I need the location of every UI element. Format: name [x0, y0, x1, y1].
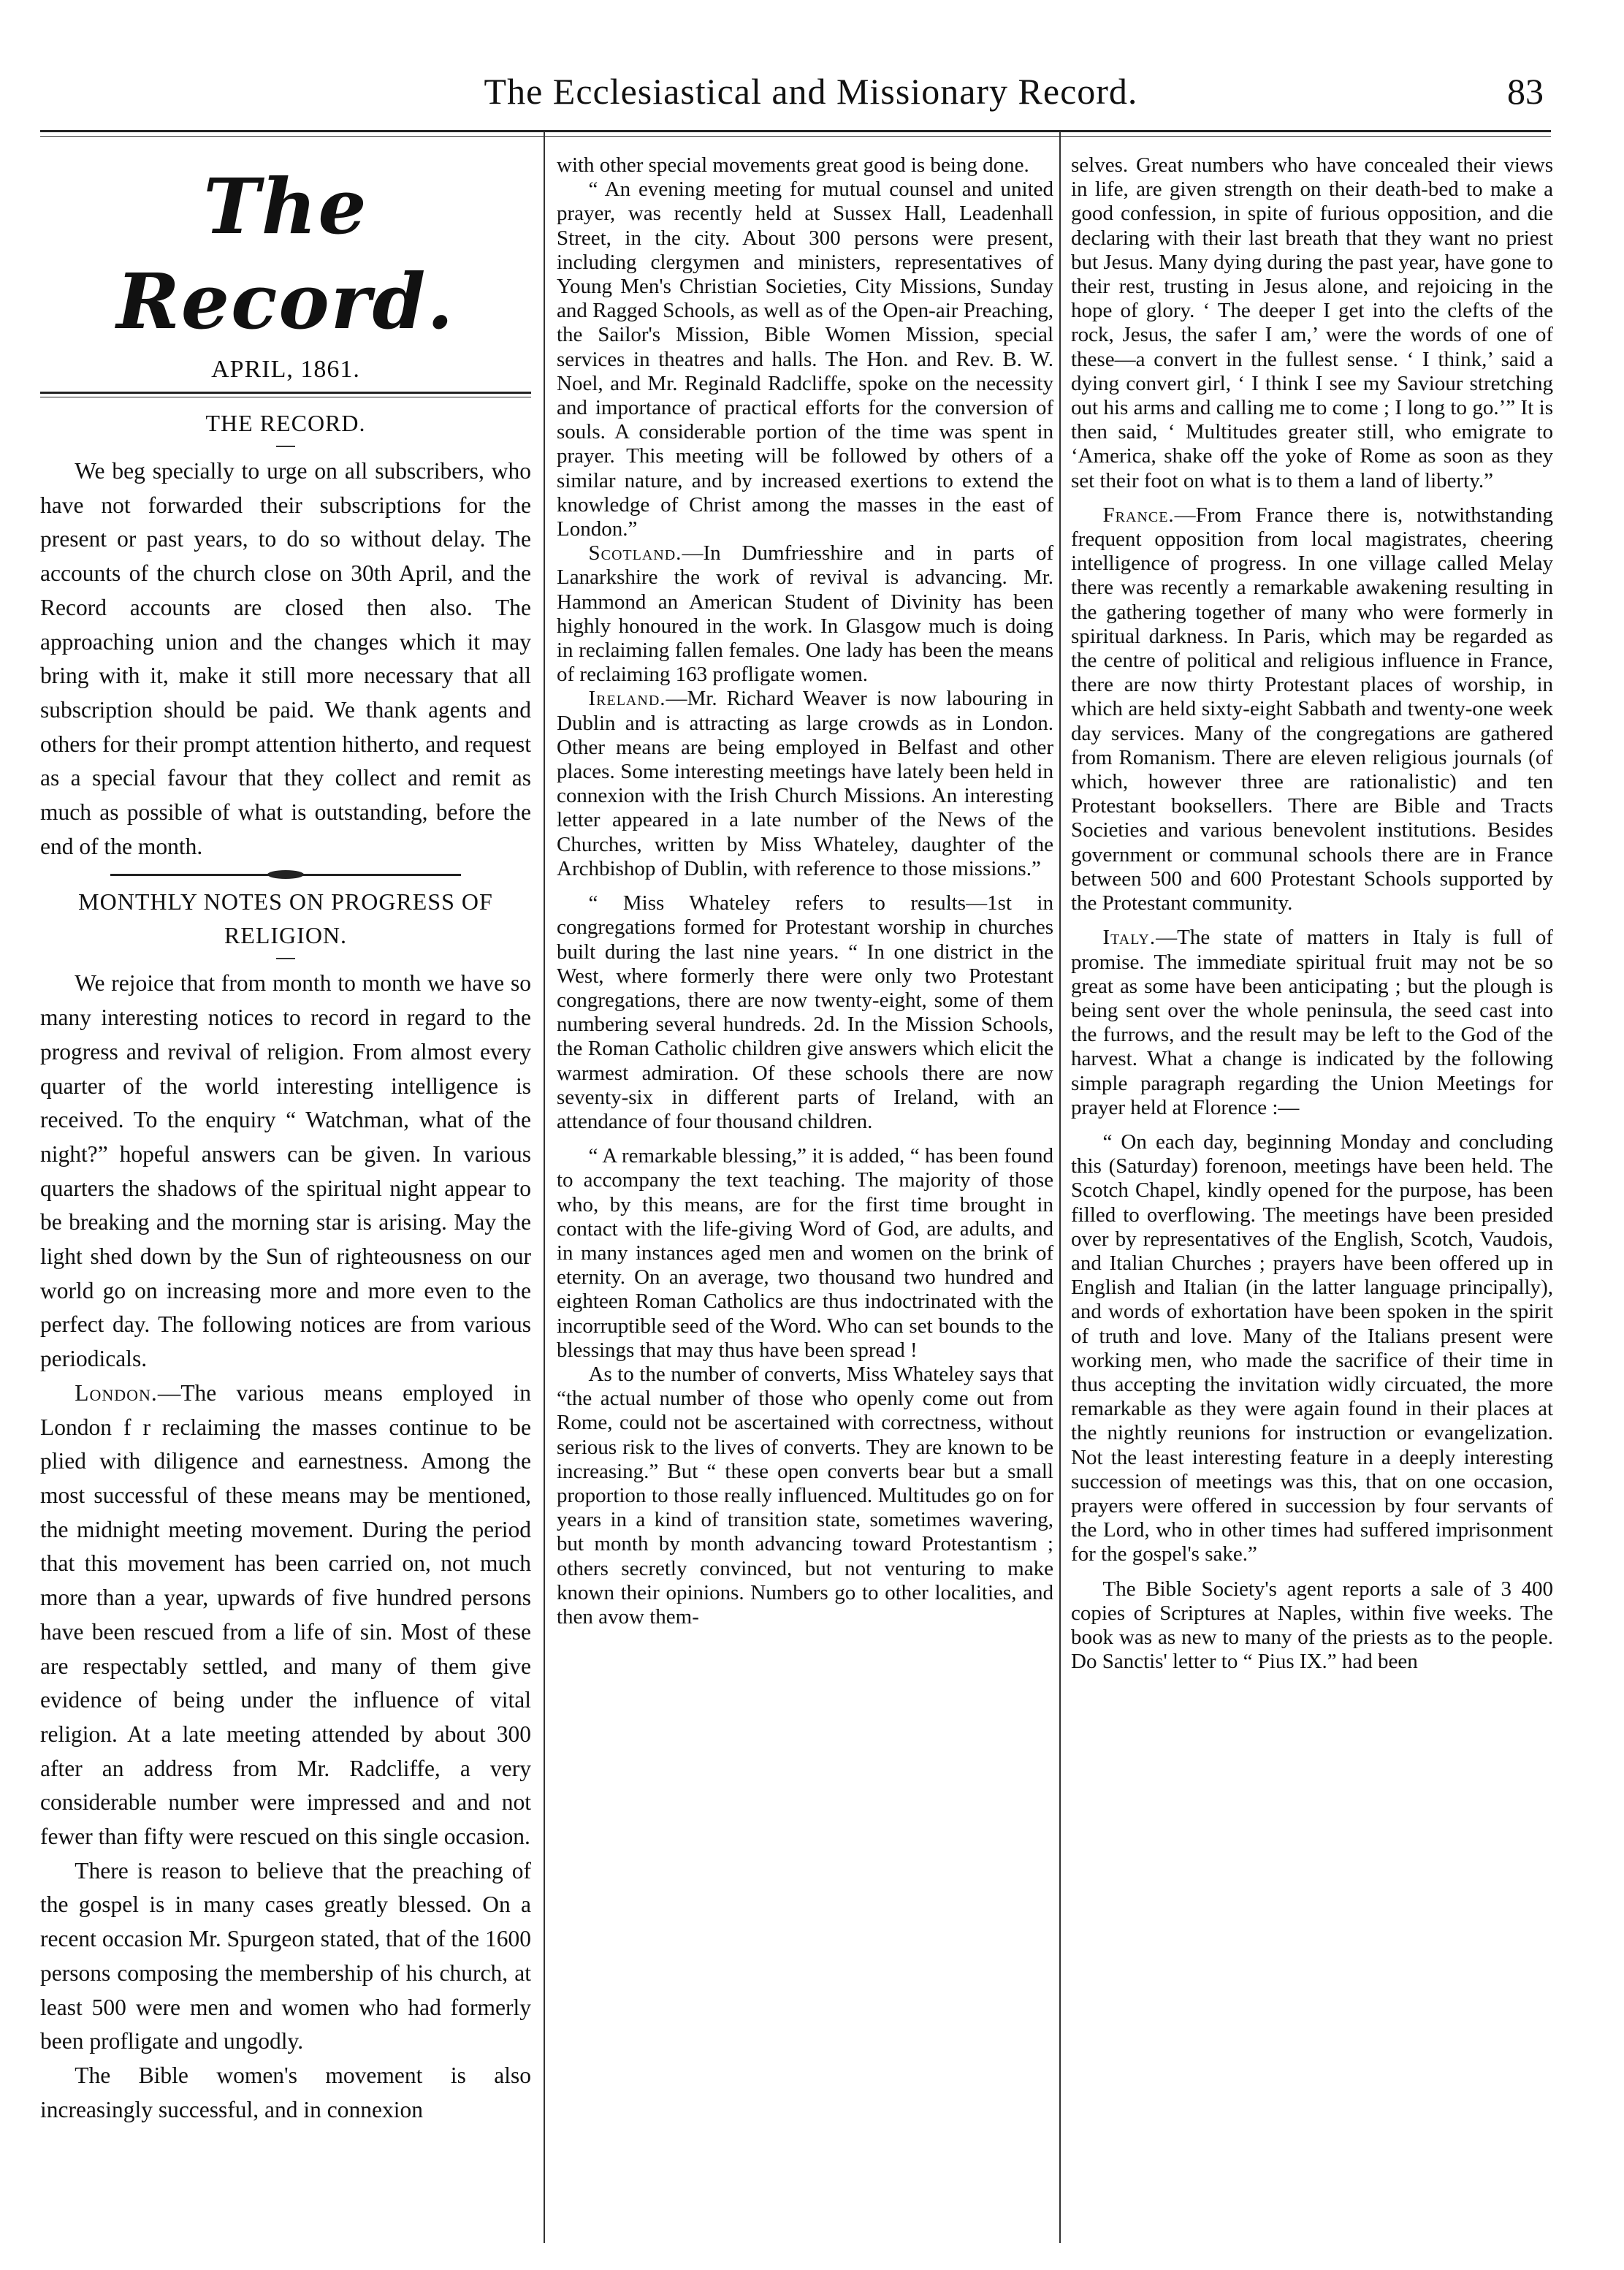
record-notice-text: We beg specially to urge on all subscribers, who have not forwarded their subscriptions for the present or past years, to do so without delay. The accounts of the church close on 30th April, and the Record accounts are closed then also. The approaching union and the changes which it may bring with it, make it still more necessary that all subscription should be paid. We thank agents and others for their prompt attention hitherto, and request as a special favour that they collect and remit as much as possible of what is outstanding, before the end of the month. — [40, 458, 531, 859]
italy-label: Italy. — [1102, 926, 1156, 950]
monthly-notes-intro: We rejoice that from month to month we have so many interesting notices to record in regard to the progress and revival of religion. From almost every quarter of the world interesting intelligence is received. To the enquiry “ Watchman, what of the night?” hopeful answers can be given. In various quarters the shadows of the spiritual night appear to be breaking and the morning star is arising. May the light shed down by the Sun of righteousness on our world go on increasing more and more even to the perfect day. The following notices are from various periodicals. — [40, 970, 531, 1372]
remarkable-blessing-paragraph: “ A remarkable blessing,” it is added, “ has been found to accompany the text teaching. The majority of those who, by this means, are for the first time brought in contact with the life-giving Word of God, are adults, and in many instances aged men and women on the brink of eternity. On an average, two thousand two hundred and eighteen Roman Catholics are thus indoctrinated with the incorruptible seed of the Word. Who can set bounds to the blessings that may thus have been spread ! — [557, 1144, 1053, 1362]
short-rule — [276, 958, 295, 959]
header-rule-thin — [40, 136, 1551, 137]
italy-paragraph — [1071, 926, 1553, 1120]
column-2 — [557, 153, 1053, 2243]
issue-date: APRIL, 1861. — [211, 356, 360, 383]
scotland-paragraph — [557, 541, 1053, 687]
london-label: London. — [75, 1379, 158, 1406]
france-label: France. — [1102, 503, 1175, 527]
converts-paragraph: As to the number of converts, Miss Whateley says that “the actual number of those who openly come out from Rome, could not be ascertained with correctness, without serious risk to the lives of converts. They are known to be increasing.” But “ these open converts bear but a small proportion to those really influenced. Multitudes go on for years in a kind of transition state, sometimes wavering, but month by month advancing toward Protestantism ; others secretly convinced, but not venturing to make known their opinions. Numbers go to other localities, and then avow them- — [557, 1362, 1053, 1629]
evening-meeting-paragraph: “ An evening meeting for mutual counsel and united prayer, was recently held at Sussex Hall, Leadenhall Street, in the city. About 300 persons were present, including clergymen and ministers, representatives of Young Men's Christian Societies, City Missions, Sunday and Ragged Schools, as well as of the Open-air Preaching, the Sailor's Mission, Bible Women Mission, special services in theatres and halls. The Hon. and Rev. B. W. Noel, and Mr. Reginald Radcliffe, spoke on the necessity and importance of practical efforts for the conversion of souls. A considerable portion of the time was spent in prayer. This meeting will be followed by others of a similar nature, and by increased exertions to extend the knowledge of Christ among the masses in the east of London.” — [557, 178, 1053, 541]
continuation-paragraph: with other special movements great good is being done. — [557, 153, 1029, 177]
ornamental-rule — [110, 874, 461, 876]
monthly-notes-heading: MONTHLY NOTES ON PROGRESS OF RELIGION. — [78, 888, 493, 949]
ireland-paragraph — [557, 687, 1053, 881]
ireland-label: Ireland. — [588, 687, 666, 711]
masthead-rule — [40, 392, 531, 397]
florence-quote-paragraph: “ On each day, beginning Monday and concluding this (Saturday) forenoon, meetings have been held. The Scotch Chapel, kindly opened for the purpose, has been filled to overflowing. The meetings have been presided over by representatives of the English, Scotch, Vaudois, and Italian Churches ; prayers have been offered up in English and Italian (in the latter language principally), and words of exhortation have been spoken in the spirit of truth and love. Many of the Italians present were working men, who made the sacrifice of their time in thus accepting the invitation widly circuated, the more remarkable as they were again found in their places at the nightly reunions for instruction or evangelization. Not the least interesting feature in a deeply interesting succession of meetings was this, that on one occasion, prayers were offered in succession by four servants of the Lord, who in other times had suffered imprisonment for the gospel's sake.” — [1071, 1130, 1553, 1566]
london-paragraph — [40, 1376, 531, 1854]
header-rule — [40, 130, 1551, 132]
london-text: —The various means employed in London f r reclaiming the masses continue to be plied with diligence and earnestness. Among the most successful of these means may be mentioned, the midnight meeting movement. During the period that this movement has been carried on, not much more than a year, upwards of five hundred persons have been rescued from a life of sin. Most of these are respectably settled, and many of them give evidence of being under the influence of vital religion. At a late meeting attended by about 300 after an address from Mr. Radcliffe, a very considerable number were impressed and and not fewer than fifty were rescued on this single occasion. — [40, 1379, 531, 1850]
scotland-text: —In Dumfriesshire and in parts of Lanarkshire the work of revival is advancing. Mr. Hammond an American Student of Divinity has been highly honoured in the work. In Glasgow much is doing in reclaiming fallen females. One lady has been the means of reclaiming 163 profligate women. — [557, 541, 1053, 687]
short-rule — [276, 446, 295, 447]
france-text: —From France there is, notwithstanding frequent opposition from local magistrates, cheering intelligence of progress. In one village called Melay there was recently a remarkable awakening resulting in the gathering together of many who were formerly in spiritual darkness. In Paris, which may be regarded as the centre of political and religious influence in France, there are now thirty Protestant places of worship, in which are held sixty-eight Sabbath and twenty-one week day services. Many of the congregations are gathered from Romanism. There are eleven religious journals (of which, however three are rationalistic) and ten Protestant booksellers. There are Bible and Tracts Societies and various benevolent institutions. Besides government or communal schools there are in France between 500 and 600 Protestant Schools supported by the Protestant community. — [1071, 503, 1553, 915]
record-heading: THE RECORD. — [205, 410, 366, 436]
france-paragraph — [1071, 503, 1553, 915]
page-number: 83 — [1507, 71, 1544, 112]
ireland-text: —Mr. Richard Weaver is now labouring in Dublin and is attracting as large crowds as in London. Other means are being employed in Belfast and other places. Some interesting meetings have lately been held in connexion with the Irish Church Missions. An interesting letter appeared in a late number of the News of the Churches, written by Miss Whateley, daughter of the Archbishop of Dublin, with reference to those missions.” — [557, 687, 1053, 880]
column-divider-1 — [544, 132, 545, 2243]
spurgeon-paragraph: There is reason to believe that the preaching of the gospel is in many cases greatly blessed. On a recent occasion Mr. Spurgeon stated, that of the 1600 persons composing the membership of his church, at least 500 were men and women who had formerly been profligate and ungodly. — [40, 1857, 531, 2054]
column-1 — [40, 153, 531, 2243]
italy-text: —The state of matters in Italy is full of promise. The immediate spiritual fruit may not be so great as some have been anticipating ; but the plough is being sent over the whole peninsula, the seed cast into the furrows, and the result may be left to the God of the harvest. What a change is indicated by the following simple paragraph regarding the Union Meetings for prayer held at Florence :— — [1071, 926, 1553, 1119]
column-divider-2 — [1059, 132, 1061, 2243]
continuation-paragraph: selves. Great numbers who have concealed their views in life, are given strength on their death-bed to make a good confession, in spite of furious opposition, and die declaring with their last breath that they want no priest but Jesus. Many dying during the past year, have gone to their rest, trusting in Jesus alone, and rejoicing in the hope of glory. ‘ The deeper I get into the clefts of the rock, Jesus, the safer I am,’ were the words of one of these—a convert in the fullest sense. ‘ I think,’ said a dying convert girl, ‘ I think I see my Saviour stretching out his arms and calling me to come ; I long to go.’” It is then said, ‘ Multitudes greater still, who emigrate to ‘America, shake off the yoke of Rome as soon as they set their foot on what is to them a land of liberty.” — [1071, 153, 1553, 492]
column-3 — [1071, 153, 1553, 2243]
running-head — [0, 70, 1624, 129]
running-title: The Ecclesiastical and Missionary Record. — [484, 71, 1138, 112]
whateley-results-paragraph: “ Miss Whateley refers to results—1st in congregations formed for Protestant worship in churches built during the last nine years. “ In one district in the West, where formerly there were only two Protestant congregations, there are now twenty-eight, some of them numbering several hundreds. 2d. In the Mission Schools, the Roman Catholic children give answers which elicit the warmest admiration. Of these schools there are now seventy-six in different parts of Ireland, with an attendance of four thousand children. — [557, 891, 1053, 1133]
masthead-title: The Record. — [116, 161, 455, 346]
bible-society-paragraph: The Bible Society's agent reports a sale of 3 400 copies of Scriptures at Naples, within five weeks. The book was as new to many of the priests as to the people. Do Sanctis' letter to “ Pius IX.” had been — [1071, 1577, 1553, 1674]
scotland-label: Scotland. — [588, 541, 682, 565]
bible-women-paragraph: The Bible women's movement is also increasingly successful, and in connexion — [40, 2062, 531, 2122]
